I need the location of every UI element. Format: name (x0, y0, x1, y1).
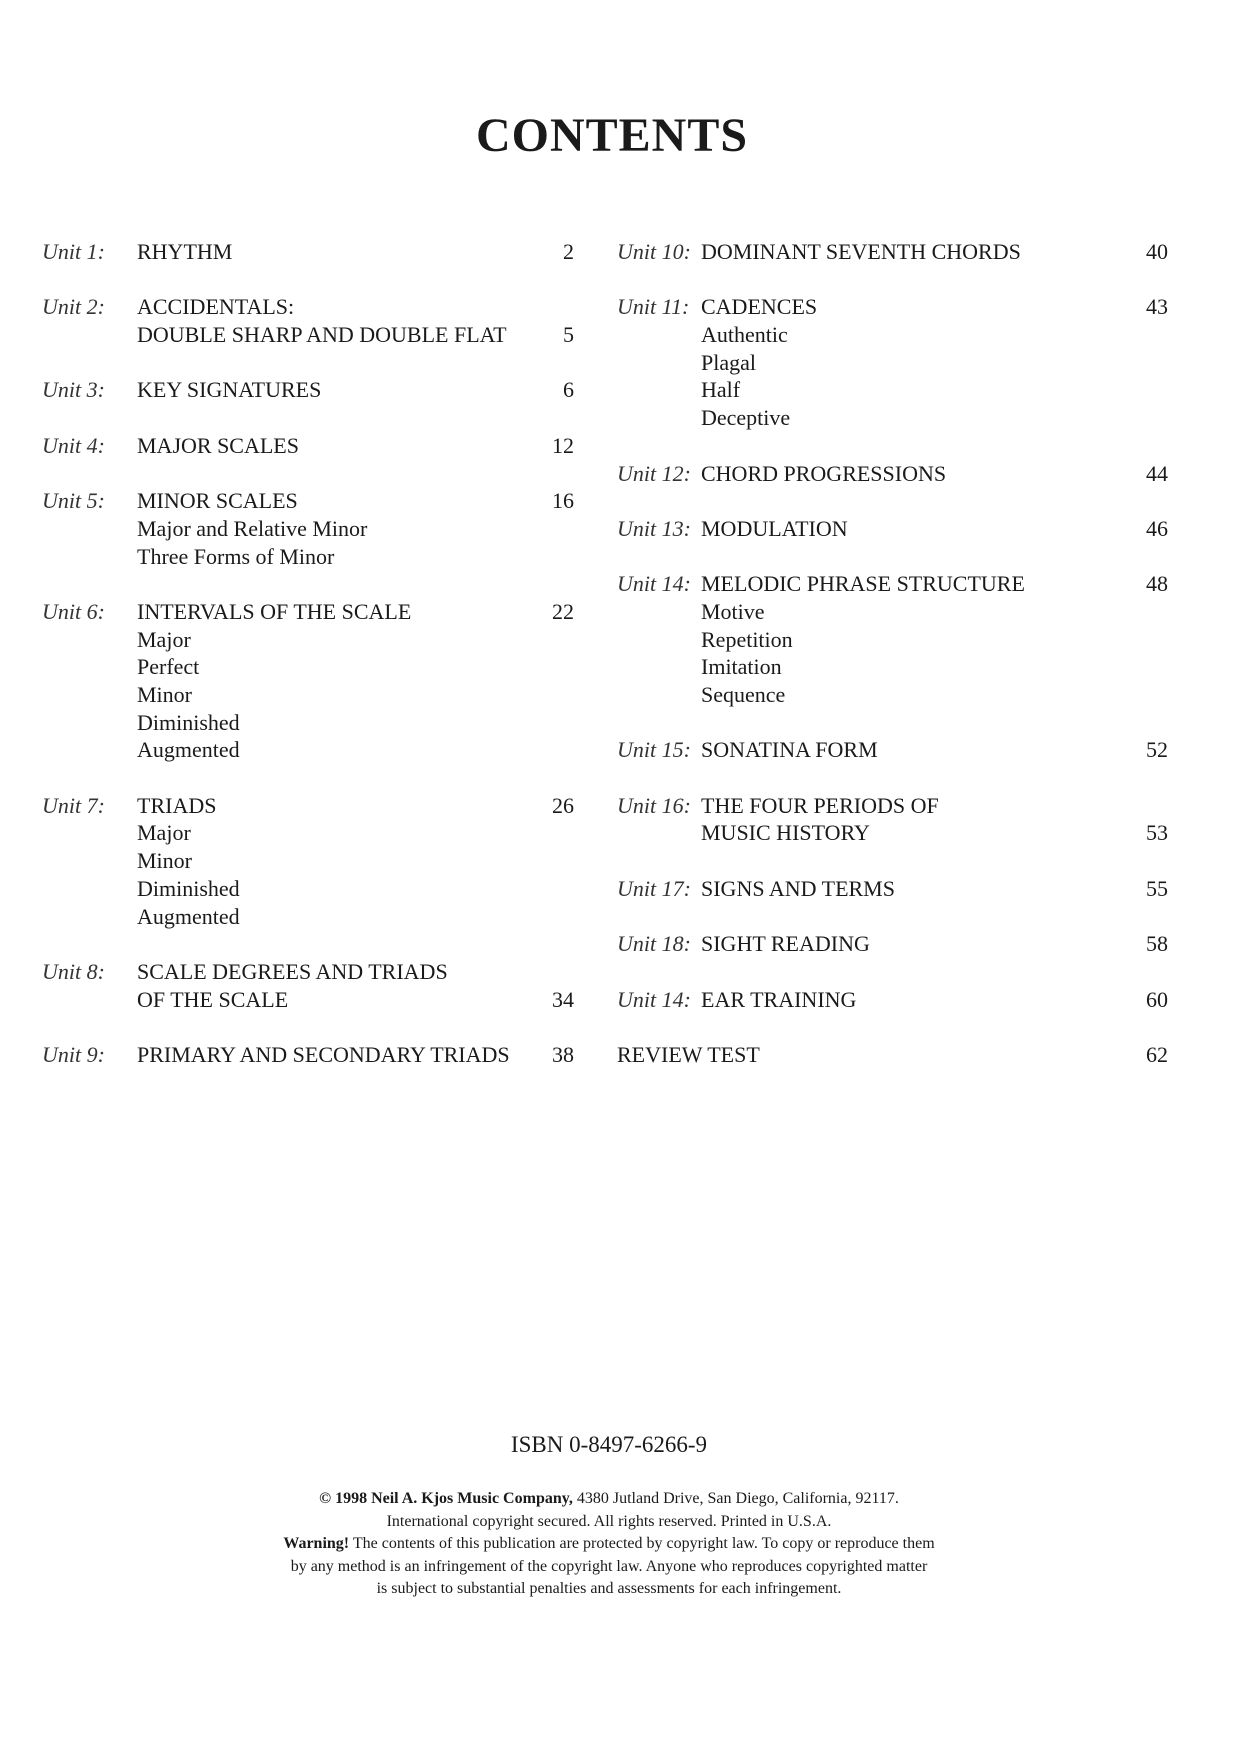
unit-title: MINOR SCALES (137, 488, 298, 514)
toc-entry (617, 986, 1168, 1014)
toc-row (617, 653, 1168, 681)
toc-row (42, 376, 574, 404)
subtopic: Diminished (137, 709, 240, 735)
page-number: 48 (1146, 571, 1168, 597)
unit-label: Unit 5: (42, 488, 105, 514)
toc-row (617, 515, 1168, 543)
toc-entry (42, 792, 574, 930)
toc-row (617, 986, 1168, 1014)
warning-line-2: by any method is an infringement of the copyright law. Anyone who reproduces copyrighted matter (290, 1557, 928, 1575)
page-number: 34 (552, 986, 574, 1012)
subtopic: Motive (701, 598, 765, 624)
toc-row (617, 736, 1168, 764)
toc-entry (42, 293, 574, 348)
toc-entry (42, 958, 574, 1013)
unit-title: DOUBLE SHARP AND DOUBLE FLAT (137, 322, 507, 348)
unit-label: Unit 3: (42, 377, 105, 403)
page-number: 62 (1146, 1041, 1168, 1067)
toc-entry (42, 598, 574, 764)
toc-row (42, 736, 574, 764)
toc-entry (617, 792, 1168, 847)
toc-row (42, 653, 574, 681)
unit-title: MODULATION (701, 515, 848, 541)
page-number: 52 (1146, 737, 1168, 763)
unit-label: Unit 14: (617, 571, 691, 597)
unit-label: Unit 12: (617, 460, 691, 486)
toc-row (42, 847, 574, 875)
toc-entry (42, 376, 574, 404)
toc-row (42, 986, 574, 1014)
toc-row (42, 819, 574, 847)
toc-row (42, 598, 574, 626)
subtopic: Minor (137, 848, 192, 874)
toc-row (617, 930, 1168, 958)
subtopic: Plagal (701, 349, 756, 375)
toc-row (617, 238, 1168, 266)
page-number: 16 (552, 488, 574, 514)
toc-row (617, 626, 1168, 654)
toc-entry (42, 1041, 574, 1069)
unit-title: DOMINANT SEVENTH CHORDS (701, 239, 1021, 264)
unit-title: TRIADS (137, 792, 217, 818)
unit-title: REVIEW TEST (617, 1041, 760, 1067)
toc-row (42, 487, 574, 515)
toc-entry (617, 238, 1168, 266)
unit-title: INTERVALS OF THE SCALE (137, 598, 412, 624)
subtopic: Minor (137, 682, 192, 707)
toc-entry (617, 875, 1168, 903)
toc-row (617, 349, 1168, 377)
unit-label: Unit 15: (617, 737, 691, 763)
copyright-address: 4380 Jutland Drive, San Diego, California, 92117. (572, 1490, 899, 1507)
toc-row (617, 819, 1168, 847)
toc-row (42, 958, 574, 986)
warning-label: Warning! (283, 1535, 350, 1552)
warning-text-1: The contents of this publication are protected by copyright law. To copy or reproduce them (349, 1535, 935, 1552)
unit-label: Unit 17: (617, 875, 691, 901)
copyright-notice (0, 1488, 1218, 1601)
toc-row (42, 875, 574, 903)
page-number: 2 (563, 239, 574, 264)
unit-title: CADENCES (701, 294, 818, 320)
page-number: 53 (1146, 820, 1168, 846)
toc-entry (617, 460, 1168, 488)
toc-row (617, 321, 1168, 349)
subtopic: Perfect (137, 654, 200, 680)
toc-entry (42, 238, 574, 266)
toc-row (42, 1041, 574, 1069)
toc-entry (617, 930, 1168, 958)
page-number: 46 (1146, 515, 1168, 541)
toc-row (617, 875, 1168, 903)
unit-label: Unit 10: (617, 239, 691, 264)
unit-label: Unit 7: (42, 792, 105, 818)
toc-row (617, 681, 1168, 709)
toc-row (617, 1041, 1168, 1069)
toc-row (42, 238, 574, 266)
toc-entry (42, 432, 574, 460)
unit-label: Unit 13: (617, 515, 691, 541)
subtopic: Major and Relative Minor (137, 515, 368, 541)
unit-title: SIGNS AND TERMS (701, 875, 895, 901)
copyright-holder: © 1998 Neil A. Kjos Music Company, (319, 1490, 573, 1507)
toc-row (42, 293, 574, 321)
subtopic: Major (137, 820, 191, 846)
unit-title: THE FOUR PERIODS OF (701, 792, 939, 818)
toc-row (42, 709, 574, 737)
unit-title: SCALE DEGREES AND TRIADS (137, 958, 448, 984)
unit-title: MAJOR SCALES (137, 432, 299, 458)
subtopic: Augmented (137, 737, 240, 763)
unit-label: Unit 14: (617, 986, 691, 1012)
toc-entry (617, 293, 1168, 431)
unit-label: Unit 6: (42, 598, 105, 624)
toc-row (42, 432, 574, 460)
unit-title: PRIMARY AND SECONDARY TRIADS (137, 1041, 510, 1067)
subtopic: Repetition (701, 626, 793, 652)
unit-label: Unit 4: (42, 432, 105, 458)
page-title: CONTENTS (475, 109, 749, 162)
toc-row (617, 792, 1168, 820)
unit-label: Unit 18: (617, 931, 691, 957)
page-number: 55 (1146, 875, 1168, 901)
toc-row (42, 515, 574, 543)
toc-row (42, 321, 574, 349)
unit-title: SONATINA FORM (701, 737, 878, 763)
unit-label: Unit 11: (617, 294, 690, 320)
unit-label: Unit 2: (42, 294, 105, 320)
toc-row (617, 293, 1168, 321)
toc-row (617, 460, 1168, 488)
page-number: 38 (552, 1041, 574, 1067)
toc-row (42, 543, 574, 571)
unit-label: Unit 8: (42, 958, 105, 984)
page-number: 40 (1146, 239, 1168, 264)
warning-line-3: is subject to substantial penalties and assessments for each infringement. (376, 1580, 842, 1597)
page-number: 43 (1146, 294, 1168, 320)
subtopic: Augmented (137, 903, 240, 929)
copyright-line (0, 1488, 1218, 1511)
unit-title: OF THE SCALE (137, 986, 289, 1012)
warning-line-1 (0, 1533, 1218, 1556)
toc-row (42, 903, 574, 931)
page-number: 44 (1146, 460, 1168, 486)
page-number: 26 (552, 792, 574, 818)
toc-entry (42, 487, 574, 570)
unit-title: MELODIC PHRASE STRUCTURE (701, 571, 1025, 597)
unit-title: KEY SIGNATURES (137, 377, 322, 403)
toc-entry (617, 515, 1168, 543)
toc-row (42, 626, 574, 654)
unit-title: RHYTHM (137, 239, 233, 264)
subtopic: Authentic (701, 322, 788, 348)
toc-row (42, 792, 574, 820)
isbn: ISBN 0-8497-6266-9 (510, 1432, 708, 1457)
page-number: 60 (1146, 986, 1168, 1012)
subtopic: Half (701, 377, 741, 403)
toc-entry (617, 736, 1168, 764)
toc-right-column (617, 238, 1168, 1096)
unit-title: MUSIC HISTORY (701, 820, 870, 846)
unit-title: CHORD PROGRESSIONS (701, 460, 947, 486)
unit-title: EAR TRAINING (701, 986, 857, 1012)
unit-label: Unit 1: (42, 239, 105, 264)
unit-title: SIGHT READING (701, 931, 870, 957)
subtopic: Three Forms of Minor (137, 543, 335, 569)
unit-title: ACCIDENTALS: (137, 294, 295, 320)
toc-entry (617, 570, 1168, 708)
subtopic: Sequence (701, 682, 786, 707)
subtopic: Diminished (137, 875, 240, 901)
toc-entry (617, 1041, 1168, 1069)
toc-row (42, 681, 574, 709)
page-number: 6 (563, 377, 574, 403)
toc-row (617, 376, 1168, 404)
toc-row (617, 570, 1168, 598)
toc-row (617, 598, 1168, 626)
subtopic: Deceptive (701, 405, 791, 431)
subtopic: Imitation (701, 654, 782, 680)
page-number: 58 (1146, 931, 1168, 957)
subtopic: Major (137, 626, 191, 652)
page-number: 12 (552, 432, 574, 458)
toc-left-column (42, 238, 574, 1096)
page-number: 5 (563, 322, 574, 348)
unit-label: Unit 16: (617, 792, 691, 818)
unit-label: Unit 9: (42, 1041, 105, 1067)
page-number: 22 (552, 598, 574, 624)
toc-row (617, 404, 1168, 432)
rights-line: International copyright secured. All rights reserved. Printed in U.S.A. (386, 1512, 832, 1530)
